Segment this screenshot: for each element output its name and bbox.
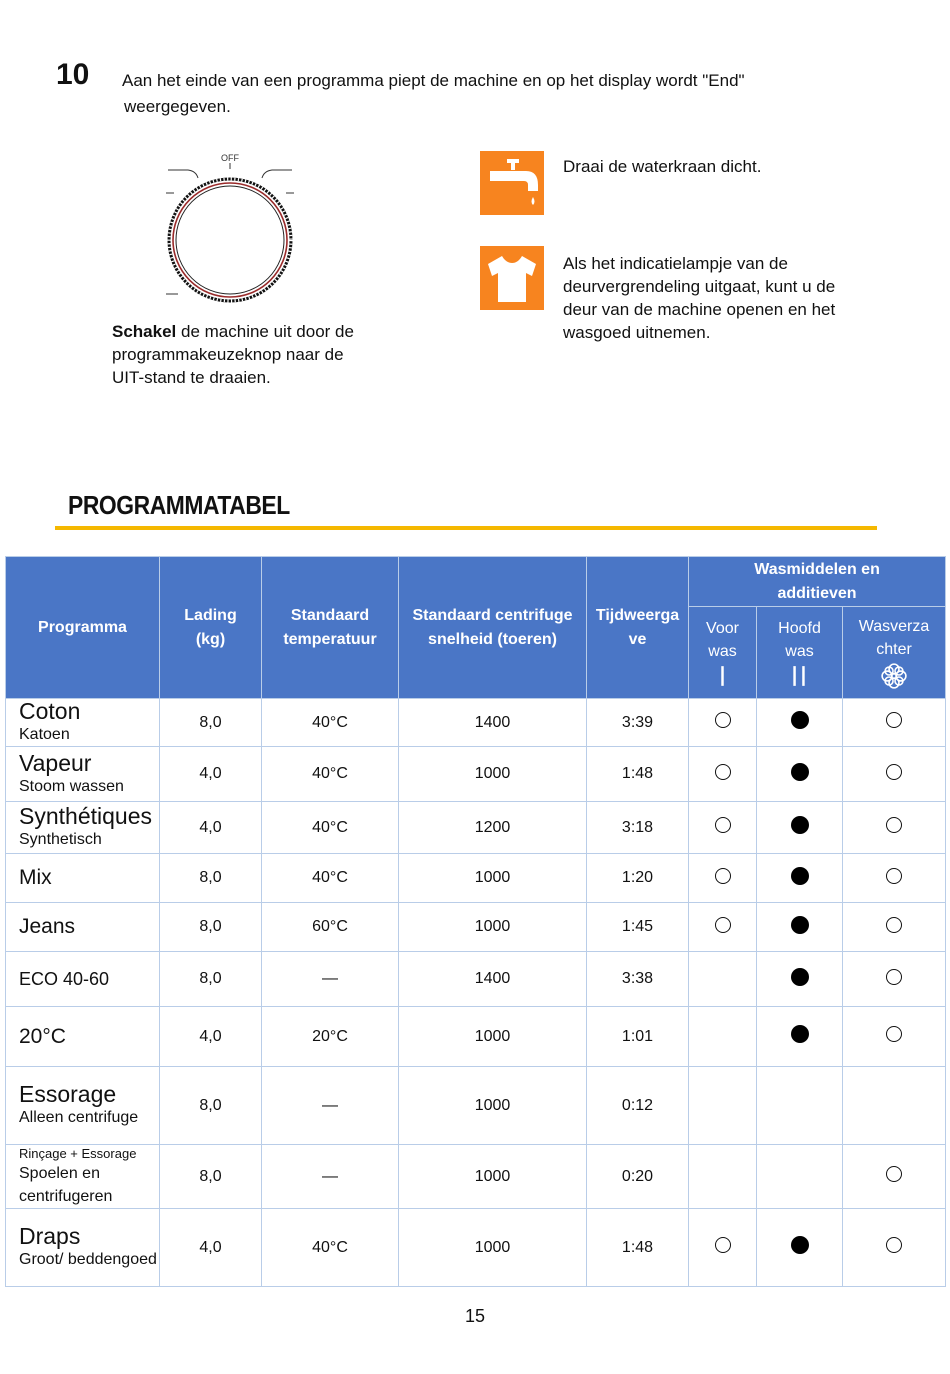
cell-temperature: 40°C	[262, 747, 399, 802]
cell-temperature: 40°C	[262, 854, 399, 903]
cell-soft	[843, 854, 946, 903]
open-circle-icon	[715, 868, 731, 884]
program-knob-illustration	[150, 148, 310, 308]
cell-load: 8,0	[160, 854, 262, 903]
cell-load: 8,0	[160, 952, 262, 1007]
instruction-tap-text: Draai de waterkraan dicht.	[563, 157, 762, 176]
cell-programma	[6, 1007, 160, 1067]
cell-pre	[689, 854, 757, 903]
filled-circle-icon	[791, 1025, 809, 1043]
cell-soft	[843, 1145, 946, 1209]
cell-main	[757, 1209, 843, 1287]
filled-circle-icon	[791, 816, 809, 834]
table-row	[6, 952, 946, 1007]
header-wasmiddelen	[689, 557, 946, 607]
cell-pre	[689, 699, 757, 747]
table-row	[6, 1067, 946, 1145]
cell-main	[757, 802, 843, 854]
water-tap-icon	[480, 151, 544, 215]
filled-circle-icon	[791, 711, 809, 729]
cell-temperature: 40°C	[262, 699, 399, 747]
cell-time: 1:45	[587, 903, 689, 952]
open-circle-icon	[886, 1166, 902, 1182]
cell-pre	[689, 1067, 757, 1145]
header-hoofdwas	[757, 607, 843, 699]
cell-pre	[689, 1145, 757, 1209]
cell-time: 1:48	[587, 747, 689, 802]
header-voorwas	[689, 607, 757, 699]
knob-caption	[112, 320, 372, 389]
filled-circle-icon	[791, 1236, 809, 1254]
filled-circle-icon	[791, 763, 809, 781]
mainwash-compartment-icon	[757, 663, 842, 689]
program-name: Coton	[19, 698, 81, 724]
cell-spin: 1400	[399, 699, 587, 747]
cell-pre	[689, 802, 757, 854]
cell-spin: 1200	[399, 802, 587, 854]
cell-temperature: 20°C	[262, 1007, 399, 1067]
cell-load: 4,0	[160, 1007, 262, 1067]
cell-spin: 1000	[399, 1209, 587, 1287]
cell-load: 4,0	[160, 802, 262, 854]
cell-load: 8,0	[160, 903, 262, 952]
cell-programma	[6, 1209, 160, 1287]
cell-spin: 1000	[399, 1067, 587, 1145]
step-text-line1: Aan het einde van een programma piept de machine en op het display wordt "End"	[122, 71, 745, 90]
cell-main	[757, 699, 843, 747]
step-text-line2: weergegeven.	[124, 97, 231, 116]
cell-soft	[843, 747, 946, 802]
title-underline	[55, 526, 877, 530]
header-wasverzachter	[843, 607, 946, 699]
program-subtitle: Synthetisch	[19, 831, 102, 848]
program-knob-icon	[150, 148, 310, 308]
tshirt-icon	[480, 246, 544, 310]
cell-main	[757, 1145, 843, 1209]
header-voorwas-text: Voor was	[706, 619, 739, 660]
cell-main	[757, 1067, 843, 1145]
program-name: Rinçage + Essorage	[19, 1145, 137, 1161]
step-number: 10	[56, 58, 90, 91]
header-wasverzachter-text: Wasverza chter	[858, 617, 930, 658]
cell-time: 0:20	[587, 1145, 689, 1209]
cell-time: 3:39	[587, 699, 689, 747]
header-temperatuur	[262, 557, 399, 699]
table-row	[6, 854, 946, 903]
cell-programma	[6, 747, 160, 802]
open-circle-icon	[715, 1237, 731, 1253]
cell-pre	[689, 952, 757, 1007]
program-name: 20°C	[19, 1024, 66, 1048]
header-tijd-text: Tijdweergave	[595, 606, 680, 648]
cell-spin: 1000	[399, 747, 587, 802]
table-row	[6, 699, 946, 747]
open-circle-icon	[886, 868, 902, 884]
filled-circle-icon	[791, 916, 809, 934]
program-subtitle: Alleen centrifuge	[19, 1109, 139, 1126]
cell-pre	[689, 1209, 757, 1287]
program-table	[5, 556, 946, 1287]
open-circle-icon	[886, 712, 902, 728]
cell-main	[757, 747, 843, 802]
program-name: Essorage	[19, 1081, 117, 1107]
cell-programma	[6, 854, 160, 903]
filled-circle-icon	[791, 968, 809, 986]
cell-main	[757, 1007, 843, 1067]
cell-time: 1:48	[587, 1209, 689, 1287]
cell-time: 1:20	[587, 854, 689, 903]
program-name: Synthétiques	[19, 803, 152, 829]
cell-main	[757, 854, 843, 903]
cell-temperature: —	[262, 1145, 399, 1209]
cell-spin: 1000	[399, 903, 587, 952]
cell-load: 4,0	[160, 747, 262, 802]
header-tijd	[587, 557, 689, 699]
open-circle-icon	[715, 917, 731, 933]
softener-flower-icon	[843, 661, 945, 691]
header-programma: Programma	[6, 557, 160, 699]
cell-programma	[6, 903, 160, 952]
program-subtitle: Spoelen en centrifugeren	[19, 1164, 113, 1205]
open-circle-icon	[715, 712, 731, 728]
cell-temperature: 40°C	[262, 1209, 399, 1287]
table-row	[6, 747, 946, 802]
prewash-compartment-icon	[689, 663, 756, 689]
section-title: PROGRAMMATABEL	[68, 490, 290, 520]
cell-programma	[6, 802, 160, 854]
cell-programma	[6, 1067, 160, 1145]
header-hoofdwas-text: Hoofd was	[778, 619, 821, 660]
header-centrifuge	[399, 557, 587, 699]
open-circle-icon	[715, 817, 731, 833]
step-text	[122, 68, 822, 120]
open-circle-icon	[886, 817, 902, 833]
open-circle-icon	[886, 917, 902, 933]
cell-main	[757, 952, 843, 1007]
table-row	[6, 1209, 946, 1287]
program-subtitle: Katoen	[19, 726, 70, 743]
open-circle-icon	[886, 1026, 902, 1042]
header-temperatuur-text: Standaard temperatuur	[283, 606, 377, 648]
program-name: Mix	[19, 866, 52, 889]
cell-soft	[843, 952, 946, 1007]
caption-rest: de machine uit door de programmakeuzeknop naar de UIT-stand te draaien.	[112, 322, 354, 387]
filled-circle-icon	[791, 867, 809, 885]
header-lading	[160, 557, 262, 699]
cell-time: 3:38	[587, 952, 689, 1007]
header-wasmiddelen-text: Wasmiddelen en additieven	[754, 560, 880, 602]
cell-time: 1:01	[587, 1007, 689, 1067]
program-subtitle: Groot/ beddengoed	[19, 1251, 157, 1268]
program-name: ECO 40-60	[19, 969, 110, 989]
open-circle-icon	[886, 969, 902, 985]
cell-soft	[843, 1067, 946, 1145]
cell-load: 4,0	[160, 1209, 262, 1287]
program-subtitle: Stoom wassen	[19, 777, 124, 795]
cell-programma	[6, 1145, 160, 1209]
open-circle-icon	[715, 764, 731, 780]
cell-spin: 1400	[399, 952, 587, 1007]
table-row	[6, 1145, 946, 1209]
cell-pre	[689, 1007, 757, 1067]
table-row	[6, 903, 946, 952]
table-row	[6, 1007, 946, 1067]
cell-pre	[689, 903, 757, 952]
header-lading-text: Lading (kg)	[184, 606, 237, 648]
open-circle-icon	[886, 1237, 902, 1253]
knob-off-label: OFF	[221, 153, 239, 163]
cell-programma	[6, 952, 160, 1007]
caption-bold: Schakel	[112, 322, 177, 341]
open-circle-icon	[886, 764, 902, 780]
cell-main	[757, 903, 843, 952]
cell-load: 8,0	[160, 1145, 262, 1209]
cell-temperature: —	[262, 952, 399, 1007]
program-table-body	[6, 699, 946, 1287]
cell-spin: 1000	[399, 854, 587, 903]
program-name: Jeans	[19, 915, 76, 938]
instruction-door-text: Als het indicatielampje van de deurvergrendeling uitgaat, kunt u de deur van de machine openen en het wasgoed uitnemen.	[563, 254, 836, 342]
cell-spin: 1000	[399, 1145, 587, 1209]
cell-temperature: 60°C	[262, 903, 399, 952]
cell-load: 8,0	[160, 699, 262, 747]
cell-soft	[843, 699, 946, 747]
header-centrifuge-text: Standaard centrifugesnelheid (toeren)	[412, 606, 573, 648]
cell-pre	[689, 747, 757, 802]
cell-soft	[843, 1209, 946, 1287]
cell-temperature: —	[262, 1067, 399, 1145]
table-row	[6, 802, 946, 854]
program-name: Draps	[19, 1223, 81, 1249]
cell-time: 3:18	[587, 802, 689, 854]
program-name: Vapeur	[19, 749, 92, 776]
cell-load: 8,0	[160, 1067, 262, 1145]
page-number: 15	[464, 1306, 486, 1326]
cell-soft	[843, 903, 946, 952]
cell-soft	[843, 1007, 946, 1067]
cell-programma	[6, 699, 160, 747]
cell-spin: 1000	[399, 1007, 587, 1067]
cell-time: 0:12	[587, 1067, 689, 1145]
cell-temperature: 40°C	[262, 802, 399, 854]
cell-soft	[843, 802, 946, 854]
